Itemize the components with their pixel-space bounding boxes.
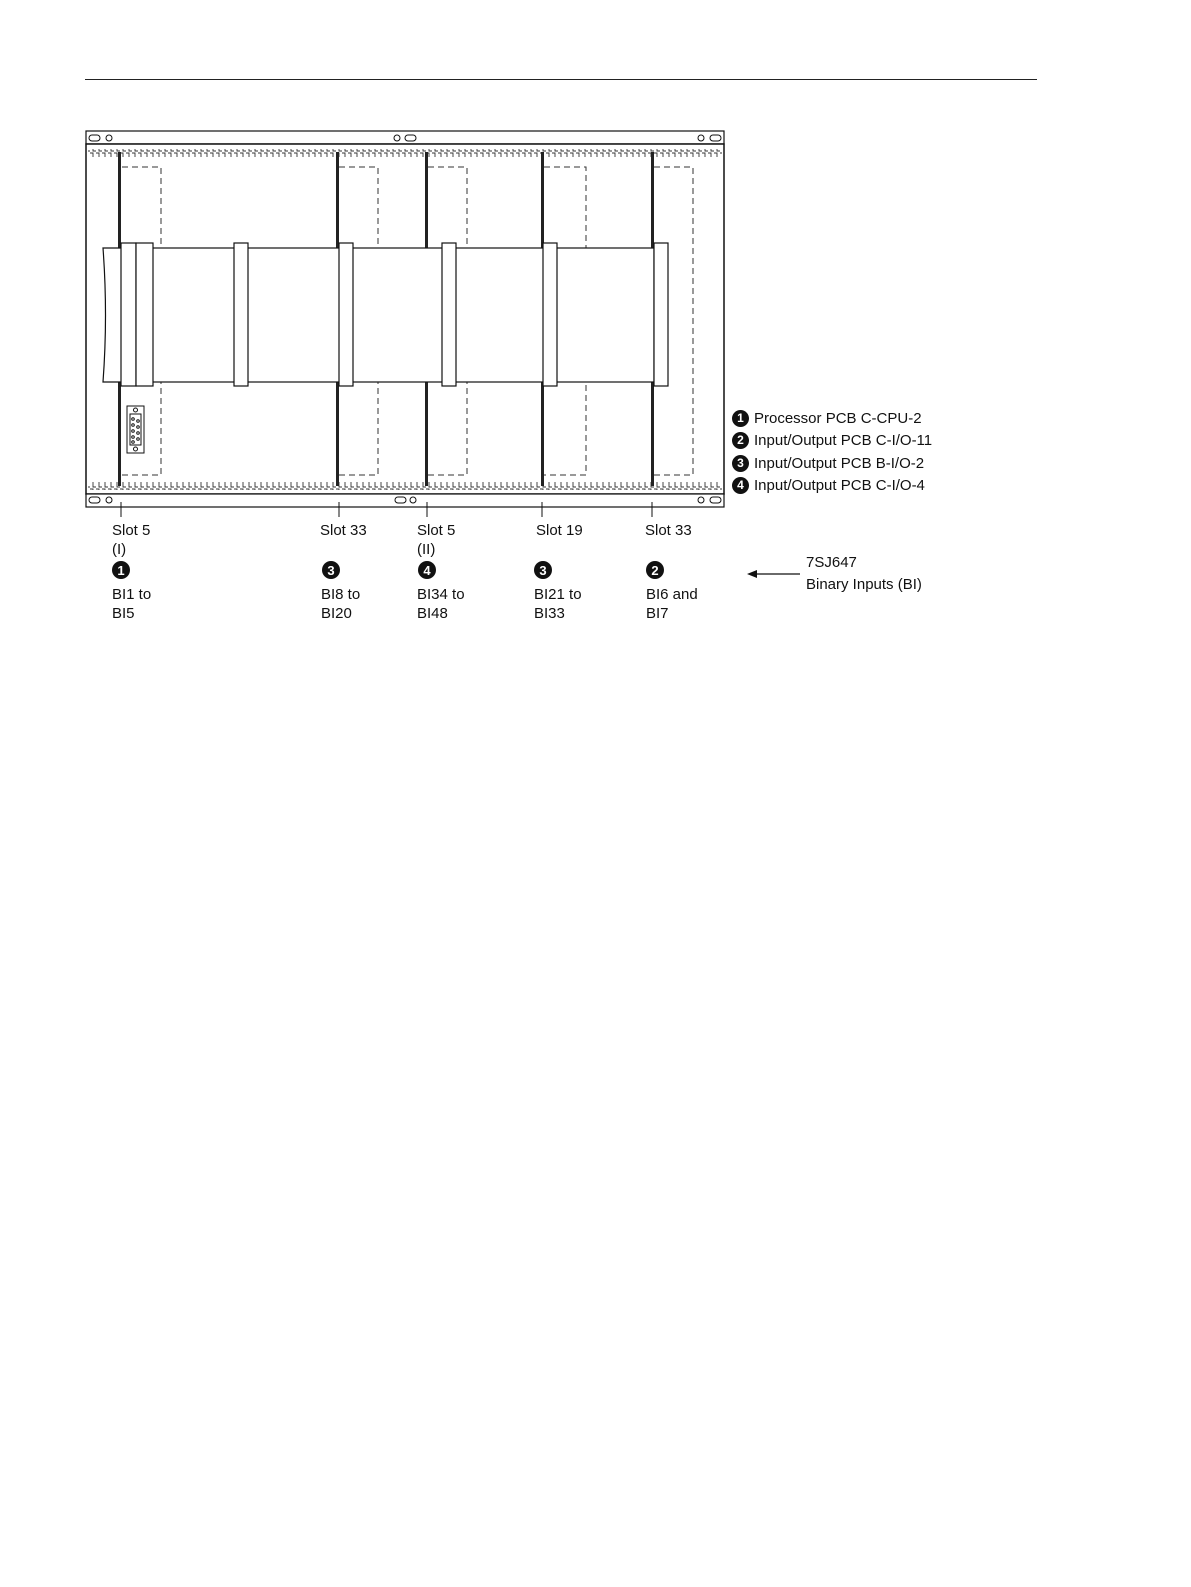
number-badge: 2 <box>646 561 664 579</box>
slot-label: Slot 5 <box>112 522 151 539</box>
ribbon-cable <box>103 243 668 386</box>
bi-range-line2: BI33 <box>534 605 565 622</box>
bi-range-line1: BI21 to <box>534 586 582 603</box>
bi-range-line2: BI48 <box>417 605 448 622</box>
slot-sub-label: (I) <box>112 541 127 558</box>
top-comb-strip <box>88 149 722 157</box>
bi-range-line1: BI8 to <box>321 586 361 603</box>
slot-sub-label <box>645 540 775 559</box>
number-badge: 1 <box>732 410 749 427</box>
top-mounting-rail <box>86 131 724 144</box>
slot-label: Slot 19 <box>536 522 583 539</box>
bottom-mounting-rail <box>86 494 724 507</box>
slot-label: Slot 5 <box>417 522 456 539</box>
bi-range-line1: BI6 and <box>646 586 698 603</box>
slot-label: Slot 33 <box>320 522 367 539</box>
bottom-comb-strip <box>88 482 722 490</box>
slot-column <box>417 521 547 559</box>
bi-range-line2: BI20 <box>321 605 352 622</box>
number-badge: 4 <box>418 561 436 579</box>
number-badge: 3 <box>322 561 340 579</box>
legend-label: Input/Output PCB B-I/O-2 <box>754 454 925 472</box>
number-badge: 2 <box>732 432 749 449</box>
legend-item <box>732 408 922 428</box>
pointer-arrow <box>747 570 800 578</box>
device-model: 7SJ647 <box>806 554 857 571</box>
legend-item <box>732 475 925 495</box>
bi-range-line1: BI1 to <box>112 586 152 603</box>
number-badge: 3 <box>534 561 552 579</box>
bi-range-line2: BI5 <box>112 605 135 622</box>
legend-label: Input/Output PCB C-I/O-4 <box>754 476 925 494</box>
bi-range-line1: BI34 to <box>417 586 465 603</box>
legend-label: Processor PCB C-CPU-2 <box>754 409 922 427</box>
number-badge: 4 <box>732 477 749 494</box>
bi-range-line2: BI7 <box>646 605 669 622</box>
number-badge: 3 <box>732 455 749 472</box>
slot-label: Slot 33 <box>645 522 692 539</box>
legend-item <box>732 453 924 473</box>
number-badge: 1 <box>112 561 130 579</box>
slot-column <box>112 521 242 559</box>
slot-column <box>645 521 775 559</box>
slot-sub-label: (II) <box>417 541 436 558</box>
device-caption: Binary Inputs (BI) <box>806 576 922 593</box>
legend-label: Input/Output PCB C-I/O-11 <box>754 431 933 449</box>
legend-item <box>732 430 932 450</box>
